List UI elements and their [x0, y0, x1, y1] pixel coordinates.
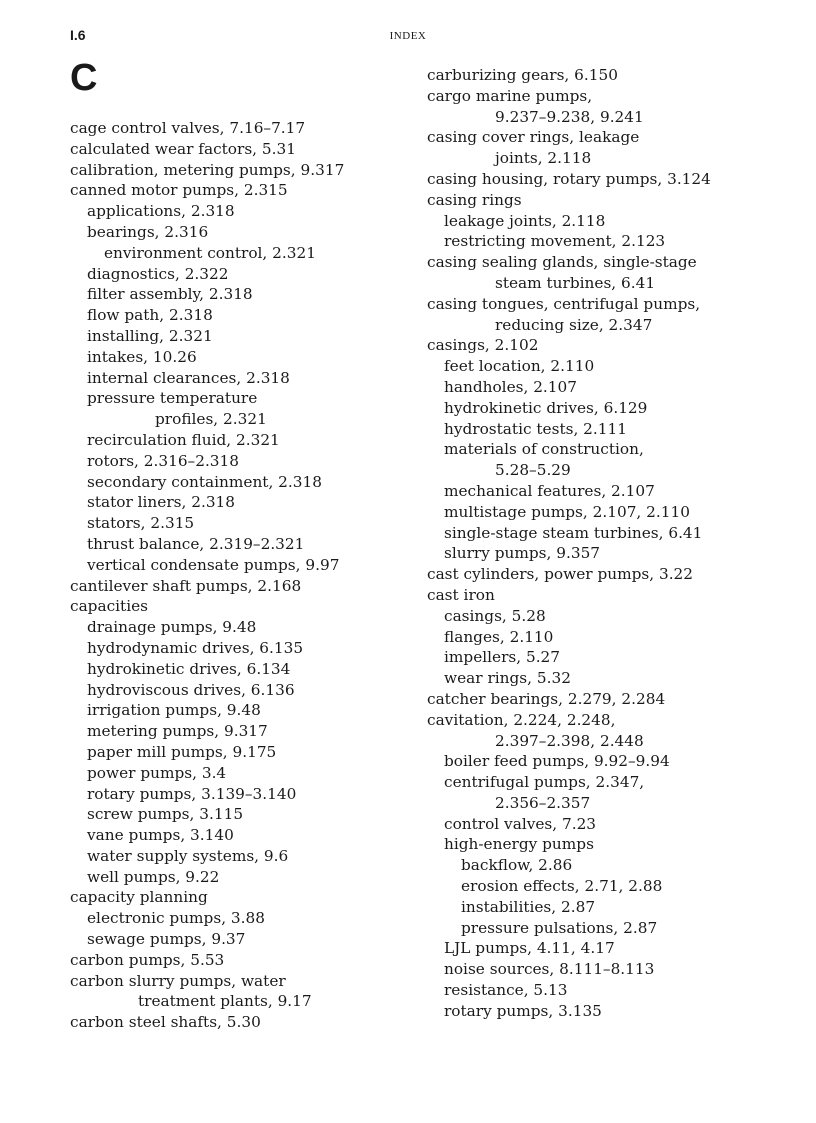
index-entry: wear rings, 5.32 [444, 669, 571, 688]
index-entry: hydrostatic tests, 2.111 [444, 419, 627, 438]
index-entry: backflow, 2.86 [461, 856, 573, 875]
index-entry: paper mill pumps, 9.175 [87, 742, 277, 761]
index-entry: electronic pumps, 3.88 [87, 909, 265, 928]
index-entry: screw pumps, 3.115 [87, 805, 244, 824]
running-head: INDEX [389, 30, 427, 42]
index-entry: reducing size, 2.347 [495, 315, 653, 334]
index-entry: diagnostics, 2.322 [87, 264, 229, 283]
index-entry: cargo marine pumps, [427, 86, 593, 105]
index-entry: cavitation, 2.224, 2.248, [427, 710, 616, 729]
index-entry: capacity planning [70, 888, 208, 907]
index-entry: resistance, 5.13 [444, 981, 568, 1000]
index-entry: steam turbines, 6.41 [495, 273, 656, 292]
index-entry: water supply systems, 9.6 [87, 846, 289, 865]
index-entry: power pumps, 3.4 [87, 763, 227, 782]
index-entry: 2.356–2.357 [495, 793, 591, 812]
index-entry: stator liners, 2.318 [87, 493, 236, 512]
index-entry: recirculation fluid, 2.321 [87, 430, 280, 449]
index-entry: rotary pumps, 3.135 [444, 1001, 602, 1020]
index-entry: leakage joints, 2.118 [444, 211, 606, 230]
index-entry: catcher bearings, 2.279, 2.284 [427, 689, 666, 708]
index-entry: hydrodynamic drives, 6.135 [87, 638, 304, 657]
index-entry: drainage pumps, 9.48 [87, 618, 257, 637]
index-entry: single-stage steam turbines, 6.41 [444, 523, 703, 542]
index-entry: multistage pumps, 2.107, 2.110 [444, 502, 690, 521]
index-entry: well pumps, 9.22 [87, 867, 220, 886]
index-entry: casing housing, rotary pumps, 3.124 [427, 169, 711, 188]
index-entry: internal clearances, 2.318 [87, 368, 290, 387]
index-entry: slurry pumps, 9.357 [444, 544, 601, 563]
index-entry: rotors, 2.316–2.318 [87, 451, 239, 470]
index-entry: feet location, 2.110 [444, 357, 595, 376]
index-entry: bearings, 2.316 [87, 222, 209, 241]
index-entry: cast cylinders, power pumps, 3.22 [427, 565, 694, 584]
index-entry: handholes, 2.107 [444, 377, 577, 396]
index-entry: rotary pumps, 3.139–3.140 [87, 784, 297, 803]
index-entry: carbon slurry pumps, water [70, 971, 286, 990]
index-entry: centrifugal pumps, 2.347, [444, 773, 645, 792]
index-entry: hydrokinetic drives, 6.134 [87, 659, 291, 678]
index-entry: pressure temperature [87, 389, 258, 408]
index-entry: secondary containment, 2.318 [87, 472, 322, 491]
index-entry: metering pumps, 9.317 [87, 722, 268, 741]
index-entry: boiler feed pumps, 9.92–9.94 [444, 752, 670, 771]
index-entry: casing rings [427, 190, 522, 209]
index-entry: environment control, 2.321 [104, 243, 316, 262]
index-entry: impellers, 5.27 [444, 648, 561, 667]
index-entry: casing cover rings, leakage [427, 128, 640, 147]
index-entry: applications, 2.318 [87, 202, 235, 221]
index-entry: vertical condensate pumps, 9.97 [87, 555, 340, 574]
index-entry: hydroviscous drives, 6.136 [87, 680, 295, 699]
index-entry: 5.28–5.29 [495, 461, 571, 480]
index-entry: high-energy pumps [444, 835, 594, 854]
index-entry: casings, 2.102 [427, 336, 539, 355]
index-entry: installing, 2.321 [87, 326, 213, 345]
page-number: I.6 [70, 27, 86, 43]
index-entry: calculated wear factors, 5.31 [70, 139, 296, 158]
index-entry: carburizing gears, 6.150 [427, 66, 618, 84]
index-entry: instabilities, 2.87 [461, 897, 596, 916]
index-entry: 9.237–9.238, 9.241 [495, 107, 644, 126]
index-entry: thrust balance, 2.319–2.321 [87, 534, 305, 553]
index-entry: treatment plants, 9.17 [138, 992, 312, 1011]
index-entry: pressure pulsations, 2.87 [461, 918, 658, 937]
index-entry: flanges, 2.110 [444, 627, 554, 646]
index-entry: sewage pumps, 9.37 [87, 930, 246, 949]
index-entry: vane pumps, 3.140 [87, 826, 234, 845]
index-entry: cast iron [427, 585, 495, 604]
index-entry: stators, 2.315 [87, 514, 195, 533]
index-column-left [70, 118, 415, 1033]
index-column-right [427, 65, 772, 1022]
index-entry: cage control valves, 7.16–7.17 [70, 119, 306, 137]
index-entry: cantilever shaft pumps, 2.168 [70, 576, 302, 595]
index-entry: casings, 5.28 [444, 606, 546, 625]
index-entry: materials of construction, [444, 440, 644, 459]
index-entry: hydrokinetic drives, 6.129 [444, 398, 648, 417]
index-entry: profiles, 2.321 [155, 410, 267, 429]
index-entry: joints, 2.118 [495, 149, 592, 168]
index-entry: erosion effects, 2.71, 2.88 [461, 877, 663, 896]
index-entry: LJL pumps, 4.11, 4.17 [444, 939, 615, 958]
index-entry: casing sealing glands, single-stage [427, 253, 697, 272]
index-entry: mechanical features, 2.107 [444, 481, 655, 500]
index-entry: restricting movement, 2.123 [444, 232, 666, 251]
index-entry: flow path, 2.318 [87, 306, 213, 325]
index-entry: intakes, 10.26 [87, 347, 197, 366]
index-entry: carbon steel shafts, 5.30 [70, 1013, 261, 1032]
index-entry: carbon pumps, 5.53 [70, 950, 225, 969]
index-entry: calibration, metering pumps, 9.317 [70, 160, 345, 179]
index-entry: 2.397–2.398, 2.448 [495, 731, 644, 750]
index-entry: canned motor pumps, 2.315 [70, 181, 288, 200]
index-entry: noise sources, 8.111–8.113 [444, 960, 655, 979]
section-letter: C [70, 57, 98, 99]
index-entry: capacities [70, 597, 149, 616]
index-entry: irrigation pumps, 9.48 [87, 701, 261, 720]
index-entry: casing tongues, centrifugal pumps, [427, 294, 701, 313]
index-entry: filter assembly, 2.318 [87, 285, 253, 304]
index-entry: control valves, 7.23 [444, 814, 597, 833]
